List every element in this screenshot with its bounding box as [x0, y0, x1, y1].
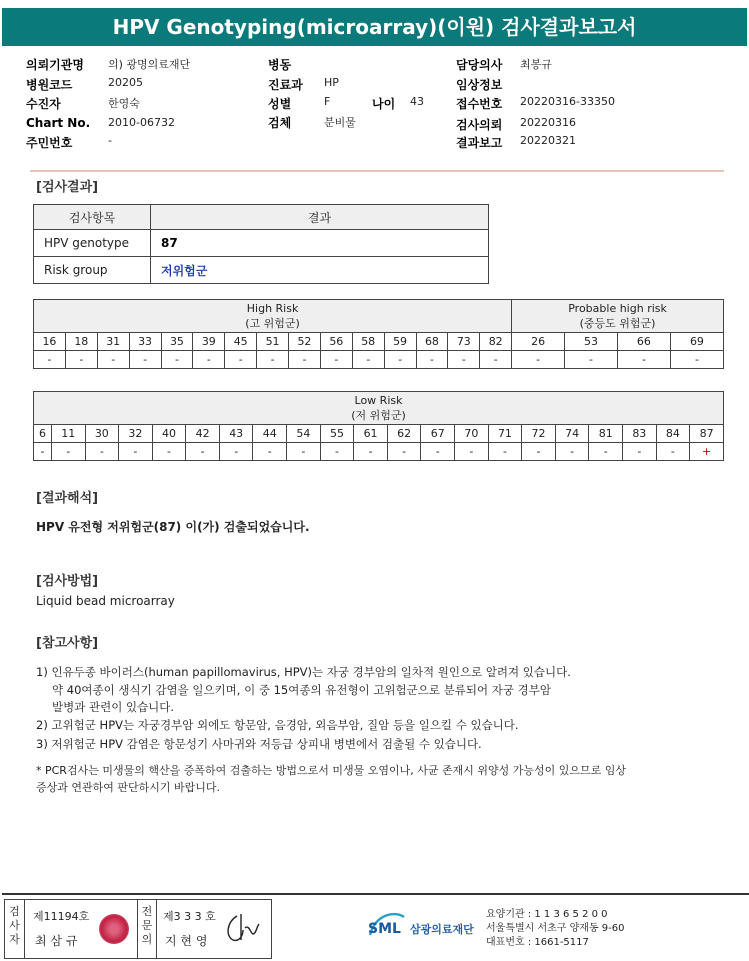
table-row — [34, 257, 489, 284]
signature-icon — [223, 910, 263, 946]
hpv-result-cell-11: - — [384, 351, 416, 369]
hpv-type-cell-14: 82 — [480, 333, 512, 351]
hpv-result-cell-0: - — [34, 443, 52, 461]
supervisor-license-no: 제3 3 3 호 — [163, 910, 216, 923]
hpv-result-cell-3: - — [119, 443, 153, 461]
hpv-result-cell-2: - — [85, 443, 119, 461]
high-risk-types-row — [34, 333, 724, 351]
result-table — [33, 204, 489, 284]
examiner-seal — [99, 914, 129, 944]
info-row: 결과보고 20220321 — [456, 134, 576, 150]
footer — [2, 893, 749, 961]
hpv-type-cell-18: 69 — [670, 333, 723, 351]
examiner-label: 검사자 — [5, 900, 25, 958]
hpv-result-cell-13: - — [455, 443, 489, 461]
hpv-type-cell-1: 11 — [51, 425, 85, 443]
high-risk-header: High Risk (고 위험군) — [34, 300, 512, 333]
hpv-result-cell-14: - — [488, 443, 522, 461]
hpv-type-cell-12: 67 — [421, 425, 455, 443]
hpv-result-cell-15: - — [522, 443, 556, 461]
supervisor-label: 전문의 — [137, 900, 157, 958]
info-row-age: 나이 43 — [372, 95, 424, 111]
info-row: 성별 F — [268, 95, 331, 111]
method-text: Liquid bead microarray — [36, 594, 175, 608]
hpv-result-cell-9: - — [320, 443, 354, 461]
hpv-result-cell-4: - — [152, 443, 186, 461]
col-item-header: 검사항목 — [34, 205, 151, 230]
divider — [30, 170, 724, 172]
hpv-type-cell-18: 83 — [623, 425, 657, 443]
hpv-result-cell-2: - — [97, 351, 129, 369]
hpv-type-cell-16: 53 — [565, 333, 618, 351]
note-line: 약 40여종이 생식기 감염을 일으키며, 이 중 15여종의 유전형이 고위험군으로 분류되어 자궁 경부암 — [52, 683, 551, 697]
hpv-type-cell-15: 26 — [512, 333, 565, 351]
sml-logo-icon — [366, 907, 406, 941]
hpv-type-cell-5: 39 — [193, 333, 225, 351]
hpv-result-cell-1: - — [65, 351, 97, 369]
info-row: 의뢰기관명 의) 광명의료재단 — [26, 58, 191, 72]
low-risk-table — [33, 391, 724, 461]
examiner-license-no: 제11194호 — [33, 910, 90, 923]
hpv-result-cell-4: - — [161, 351, 193, 369]
low-risk-values-row — [34, 443, 724, 461]
hpv-result-cell-16: - — [555, 443, 589, 461]
hpv-type-cell-19: 84 — [656, 425, 690, 443]
hpv-type-cell-10: 61 — [354, 425, 388, 443]
info-row: 검사의뢰 20220316 — [456, 116, 576, 132]
hpv-type-cell-8: 52 — [289, 333, 321, 351]
info-row: 수진자 한영숙 — [26, 97, 140, 111]
hpv-type-cell-16: 74 — [555, 425, 589, 443]
low-risk-header: Low Risk (저 위험군) — [34, 392, 724, 425]
svg-text:SML: SML — [368, 921, 401, 937]
hpv-result-cell-17: - — [617, 351, 670, 369]
result-value: 87 — [151, 230, 489, 257]
hpv-result-cell-19: - — [656, 443, 690, 461]
examiner-name: 최 삼 규 — [35, 934, 78, 948]
hpv-result-cell-3: - — [129, 351, 161, 369]
hpv-result-cell-20: + — [690, 443, 724, 461]
hpv-type-cell-2: 31 — [97, 333, 129, 351]
hpv-result-cell-8: - — [287, 443, 321, 461]
hpv-result-cell-8: - — [289, 351, 321, 369]
note-line: 2) 고위험군 HPV는 자궁경부암 외에도 항문암, 음경암, 외음부암, 질암 등을 일으킬 수 있습니다. — [36, 718, 519, 732]
hpv-type-cell-6: 43 — [219, 425, 253, 443]
hpv-type-cell-14: 71 — [488, 425, 522, 443]
info-row: 임상정보 — [456, 78, 503, 92]
hpv-result-cell-12: - — [416, 351, 448, 369]
hpv-type-cell-6: 45 — [225, 333, 257, 351]
note-line: 발병과 관련이 있습니다. — [52, 700, 175, 714]
hpv-result-cell-18: - — [623, 443, 657, 461]
result-item: HPV genotype — [34, 230, 151, 257]
note-line: 3) 저위험군 HPV 감염은 항문성기 사마귀와 저등급 상피내 병변에서 검출될 수 있습니다. — [36, 737, 482, 751]
section-title-result: [검사결과] — [36, 180, 99, 195]
note-line: 1) 인유두종 바이러스(human papillomavirus, HPV)는 자궁 경부암의 일차적 원인으로 알려져 있습니다. — [36, 665, 571, 679]
info-row: 담당의사 최봉규 — [456, 58, 552, 72]
hpv-type-cell-11: 62 — [387, 425, 421, 443]
hpv-type-cell-17: 66 — [617, 333, 670, 351]
hpv-result-cell-16: - — [565, 351, 618, 369]
hpv-result-cell-18: - — [670, 351, 723, 369]
hpv-result-cell-6: - — [219, 443, 253, 461]
risk-group-value: 저위험군 — [151, 257, 489, 284]
hpv-result-cell-7: - — [253, 443, 287, 461]
hpv-result-cell-0: - — [34, 351, 66, 369]
hpv-type-cell-2: 30 — [85, 425, 119, 443]
org-address: 요양기관 : 1 1 3 6 5 2 0 0 서울특별시 서초구 양재동 9-60 대표번호 : 1661-5117 — [486, 909, 625, 948]
hpv-type-cell-9: 56 — [320, 333, 352, 351]
report-title: HPV Genotyping(microarray)(이원) 검사결과보고서 — [2, 8, 747, 46]
hpv-type-cell-1: 18 — [65, 333, 97, 351]
hpv-result-cell-17: - — [589, 443, 623, 461]
info-row: 병동 — [268, 58, 292, 72]
org-name: 삼광의료재단 — [410, 923, 474, 936]
hpv-result-cell-11: - — [387, 443, 421, 461]
patient-info — [0, 52, 749, 170]
info-row: 검체 분비물 — [268, 116, 356, 130]
hpv-type-cell-11: 59 — [384, 333, 416, 351]
hpv-result-cell-5: - — [193, 351, 225, 369]
hpv-type-cell-13: 70 — [455, 425, 489, 443]
hpv-result-cell-6: - — [225, 351, 257, 369]
hpv-result-cell-12: - — [421, 443, 455, 461]
org-logo — [366, 907, 406, 945]
hpv-result-cell-9: - — [320, 351, 352, 369]
high-risk-table — [33, 299, 724, 369]
hpv-type-cell-10: 58 — [352, 333, 384, 351]
footnote-line: * PCR검사는 미생물의 핵산을 증폭하여 검출하는 방법으로서 미생물 오염이나, 사균 존재시 위양성 가능성이 있으므로 임상 — [36, 764, 626, 777]
hpv-type-cell-4: 40 — [152, 425, 186, 443]
hpv-type-cell-5: 42 — [186, 425, 220, 443]
hpv-type-cell-7: 44 — [253, 425, 287, 443]
hpv-result-cell-1: - — [51, 443, 85, 461]
hpv-type-cell-3: 32 — [119, 425, 153, 443]
hpv-type-cell-4: 35 — [161, 333, 193, 351]
section-title-interpretation: [결과해석] — [36, 491, 99, 506]
col-result-header: 결과 — [151, 205, 489, 230]
info-row: 주민번호 - — [26, 134, 112, 150]
hpv-type-cell-3: 33 — [129, 333, 161, 351]
hpv-result-cell-7: - — [257, 351, 289, 369]
hpv-type-cell-8: 54 — [287, 425, 321, 443]
hpv-type-cell-13: 73 — [448, 333, 480, 351]
section-title-notes: [참고사항] — [36, 636, 99, 651]
section-title-method: [검사방법] — [36, 574, 99, 589]
interpretation-text: HPV 유전형 저위험군(87) 이(가) 검출되었습니다. — [36, 520, 310, 534]
info-row: Chart No. 2010-06732 — [26, 116, 175, 130]
hpv-type-cell-0: 16 — [34, 333, 66, 351]
hpv-type-cell-12: 68 — [416, 333, 448, 351]
hpv-type-cell-7: 51 — [257, 333, 289, 351]
hpv-type-cell-9: 55 — [320, 425, 354, 443]
table-row — [34, 230, 489, 257]
hpv-type-cell-17: 81 — [589, 425, 623, 443]
hpv-result-cell-15: - — [512, 351, 565, 369]
probable-high-risk-header: Probable high risk (중등도 위험군) — [512, 300, 724, 333]
result-item: Risk group — [34, 257, 151, 284]
footnote-line: 증상과 연관하여 판단하시기 바랍니다. — [36, 781, 221, 794]
hpv-result-cell-5: - — [186, 443, 220, 461]
signature-box — [4, 899, 272, 959]
low-risk-types-row — [34, 425, 724, 443]
high-risk-values-row — [34, 351, 724, 369]
hpv-type-cell-0: 6 — [34, 425, 52, 443]
supervisor-name: 지 현 영 — [165, 934, 208, 948]
hpv-result-cell-14: - — [480, 351, 512, 369]
info-row: 접수번호 20220316-33350 — [456, 95, 615, 111]
hpv-result-cell-13: - — [448, 351, 480, 369]
hpv-result-cell-10: - — [352, 351, 384, 369]
hpv-result-cell-10: - — [354, 443, 388, 461]
hpv-type-cell-15: 72 — [522, 425, 556, 443]
info-row: 병원코드 20205 — [26, 76, 143, 92]
info-row: 진료과 HP — [268, 76, 339, 92]
hpv-type-cell-20: 87 — [690, 425, 724, 443]
